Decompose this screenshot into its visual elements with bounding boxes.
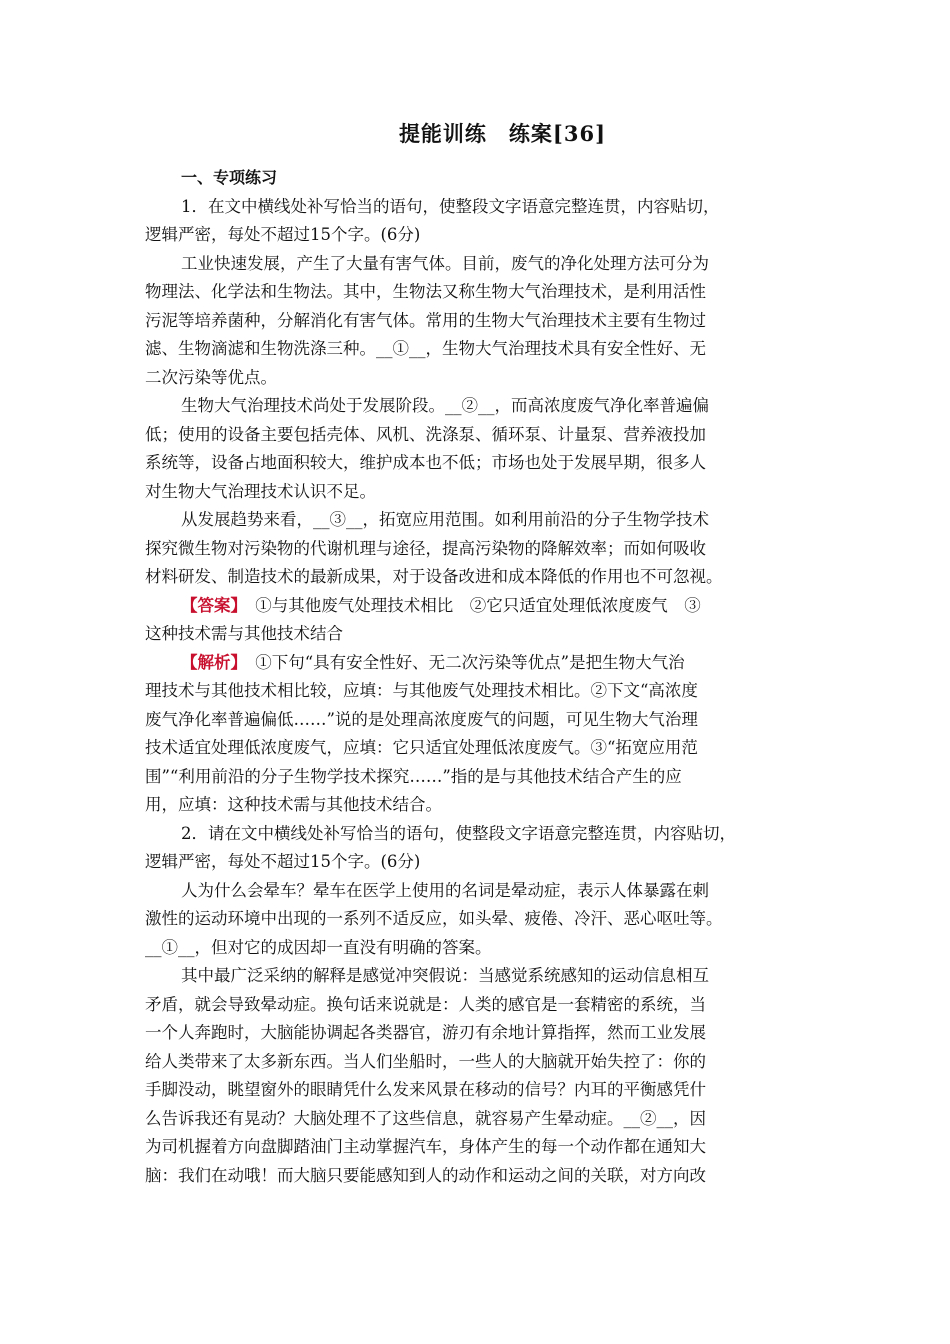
line-text: ①下句“具有安全性好、无二次污染等优点”是把生物大气治 <box>238 652 685 672</box>
text-line <box>145 250 810 279</box>
text-line <box>145 278 810 307</box>
line-text: 一个人奔跑时，大脑能协调起各类器官，游刃有余地计算指挥，然而工业发展 <box>145 1023 706 1042</box>
text-line <box>145 848 810 877</box>
document-body <box>145 193 810 1191</box>
text-line <box>145 563 810 592</box>
text-line <box>145 620 810 649</box>
line-text: 废气净化率普遍偏低……”说的是处理高浓度废气的问题，可见生物大气治理 <box>145 709 698 729</box>
line-text: 2．请在文中横线处补写恰当的语句，使整段文字语意完整连贯，内容贴切， <box>181 823 736 843</box>
text-line <box>145 1133 810 1162</box>
answer-tag: 【答案】 <box>181 595 239 615</box>
text-line <box>145 392 810 421</box>
line-text: 手脚没动，眺望窗外的眼睛凭什么发来风景在移动的信号？内耳的平衡感凭什 <box>145 1080 706 1099</box>
text-line <box>145 991 810 1020</box>
page-title: 提能训练 练案[36] <box>398 121 607 146</box>
line-text: 逻辑严密，每处不超过15个字。(6分) <box>145 852 421 871</box>
text-line <box>145 706 810 735</box>
text-line <box>145 535 810 564</box>
line-text: 人为什么会晕车？晕车在医学上使用的名词是晕动症，表示人体暴露在刺 <box>181 880 709 900</box>
answer-tag: 【解析】 <box>181 652 239 672</box>
line-text: 低；使用的设备主要包括壳体、风机、洗涤泵、循环泵、计量泵、营养液投加 <box>145 424 706 444</box>
line-text: 探究微生物对污染物的代谢机理与途径，提高污染物的降解效率；而如何吸收 <box>145 538 706 558</box>
text-line <box>145 877 810 906</box>
line-text: 用，应填：这种技术需与其他技术结合。 <box>145 795 442 814</box>
line-text: ①与其他废气处理技术相比 ②它只适宜处理低浓度废气 ③ <box>238 595 701 615</box>
section-heading: 一、专项练习 <box>181 168 278 187</box>
line-text: 理技术与其他技术相比较，应填：与其他废气处理技术相比。②下文“高浓度 <box>145 681 698 700</box>
text-line <box>145 791 810 820</box>
text-line <box>145 478 810 507</box>
text-line <box>145 763 810 792</box>
text-line <box>145 934 810 963</box>
text-line <box>145 649 810 678</box>
text-line <box>145 1048 810 1077</box>
text-line <box>145 506 810 535</box>
line-text: 材料研发、制造技术的最新成果，对于设备改进和成本降低的作用也不可忽视。 <box>145 567 723 586</box>
text-line <box>145 1076 810 1105</box>
line-text: 给人类带来了太多新东西。当人们坐船时，一些人的大脑就开始失控了：你的 <box>145 1051 706 1071</box>
text-line <box>145 820 810 849</box>
line-text: 对生物大气治理技术认识不足。 <box>145 481 376 501</box>
line-text: 脑：我们在动哦！而大脑只要能感知到人的动作和运动之间的关联，对方向改 <box>145 1165 706 1185</box>
line-text: 系统等，设备占地面积较大，维护成本也不低；市场也处于发展早期，很多人 <box>145 453 706 472</box>
line-text: 矛盾，就会导致晕动症。换句话来说就是：人类的感官是一套精密的系统，当 <box>145 994 706 1014</box>
text-line <box>145 677 810 706</box>
text-line <box>145 734 810 763</box>
text-line <box>145 1019 810 1048</box>
text-line <box>145 905 810 934</box>
line-text: 污泥等培养菌种，分解消化有害气体。常用的生物大气治理技术主要有生物过 <box>145 310 706 330</box>
line-text: 二次污染等优点。 <box>145 367 277 387</box>
text-line <box>145 364 810 393</box>
line-text: 激性的运动环境中出现的一系列不适反应，如头晕、疲倦、冷汗、恶心呕吐等。 <box>145 909 723 928</box>
text-line <box>145 962 810 991</box>
text-line <box>145 592 810 621</box>
line-text: 滤、生物滴滤和生物洗涤三种。__①__，生物大气治理技术具有安全性好、无 <box>145 339 706 358</box>
line-text: 逻辑严密，每处不超过15个字。(6分) <box>145 225 421 244</box>
text-line <box>145 307 810 336</box>
text-line <box>145 1162 810 1191</box>
line-text: __①__，但对它的成因却一直没有明确的答案。 <box>145 937 492 957</box>
line-text: 技术适宜处理低浓度废气，应填：它只适宜处理低浓度废气。③“拓宽应用范 <box>145 738 698 757</box>
text-line <box>145 1105 810 1134</box>
text-line <box>145 421 810 450</box>
text-line <box>145 449 810 478</box>
line-text: 物理法、化学法和生物法。其中，生物法又称生物大气治理技术，是利用活性 <box>145 282 706 301</box>
line-text: 么告诉我还有晃动？大脑处理不了这些信息，就容易产生晕动症。__②__，因 <box>145 1108 706 1128</box>
line-text: 1．在文中横线处补写恰当的语句，使整段文字语意完整连贯，内容贴切， <box>181 196 720 216</box>
line-text: 其中最广泛采纳的解释是感觉冲突假说：当感觉系统感知的运动信息相互 <box>181 966 709 985</box>
line-text: 为司机握着方向盘脚踏油门主动掌握汽车，身体产生的每一个动作都在通知大 <box>145 1137 706 1156</box>
text-line <box>145 221 810 250</box>
line-text: 从发展趋势来看，__③__，拓宽应用范围。如利用前沿的分子生物学技术 <box>181 510 709 529</box>
line-text: 这种技术需与其他技术结合 <box>145 624 343 643</box>
line-text: 生物大气治理技术尚处于发展阶段。__②__，而高浓度废气净化率普遍偏 <box>181 396 709 415</box>
text-line <box>145 193 810 222</box>
line-text: 围”“利用前沿的分子生物学技术探究……”指的是与其他技术结合产生的应 <box>145 766 682 786</box>
line-text: 工业快速发展，产生了大量有害气体。目前，废气的净化处理方法可分为 <box>181 253 709 273</box>
document-page <box>145 118 810 1190</box>
text-line <box>145 335 810 364</box>
